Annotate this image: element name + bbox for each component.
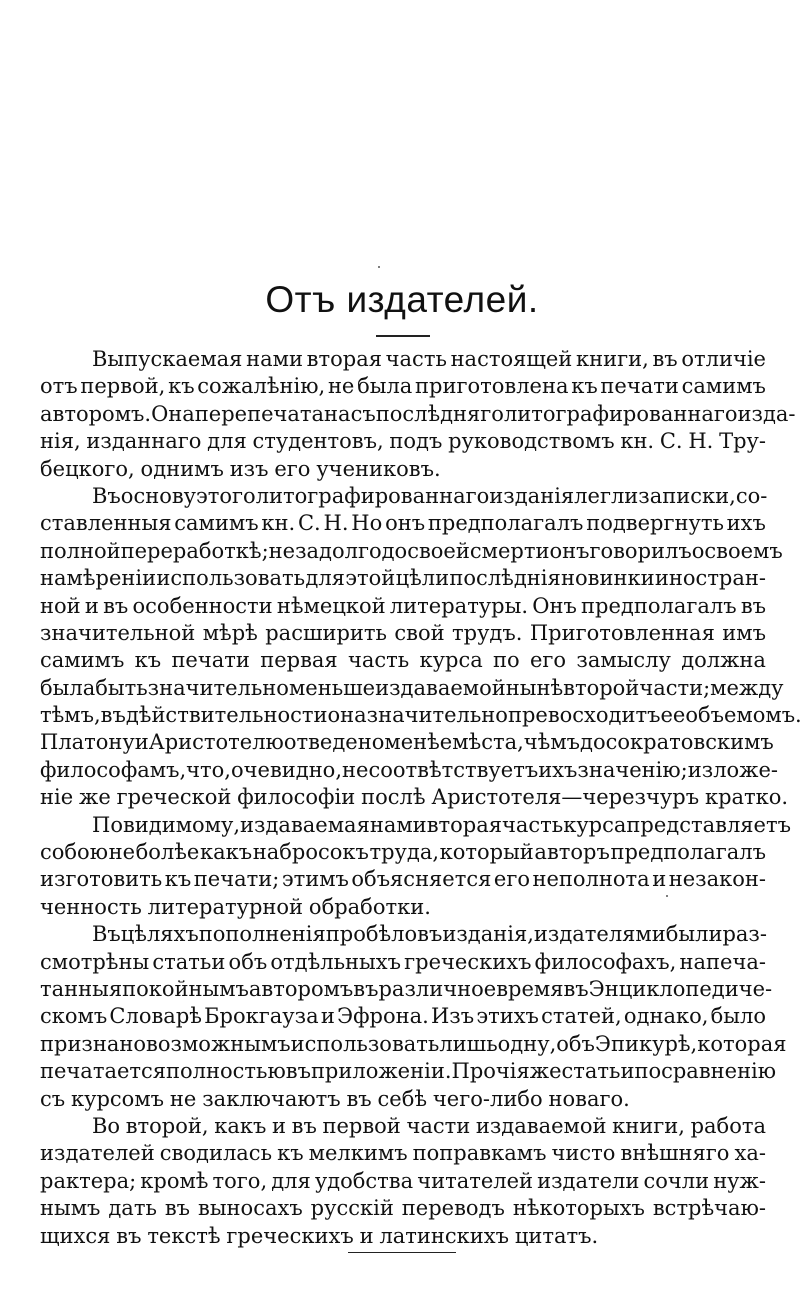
text-line: ченность литературной обработки. <box>40 894 431 919</box>
text-line: печатается полностью въ приложеніи. Прочія же статьи по сравненію <box>40 1059 777 1084</box>
text-line: Во второй, какъ и въ первой части издаваемой книги, работа <box>92 1113 766 1138</box>
paragraph <box>40 1113 766 1250</box>
paragraph <box>40 812 791 922</box>
text-line: авторомъ. Она перепечатана съ послѣдняго литографированнаго изда- <box>40 401 796 426</box>
text-line: полной переработкѣ; незадолго до своей смерти онъ говорилъ о своемъ <box>40 538 783 563</box>
text-line: Платону и Аристотелю отведено менѣе мѣста, чѣмъ досократовскимъ <box>40 730 774 755</box>
body-text <box>40 346 802 1250</box>
text-line: нія, изданнаго для студентовъ, подъ руководствомъ кн. С. Н. Тру- <box>40 429 766 454</box>
text-line: ной и въ особенности нѣмецкой литературы. Онъ предполагалъ въ <box>40 593 766 618</box>
paragraph <box>40 921 787 1113</box>
text-line: смотрѣны статьи объ отдѣльныхъ греческихъ философахъ, напеча- <box>40 949 766 974</box>
text-line: нымъ дать въ выносахъ русскій переводъ нѣкоторыхъ встрѣчаю- <box>40 1196 766 1221</box>
text-line: самимъ къ печати первая часть курса по его замыслу должна <box>40 648 766 673</box>
text-line: философамъ, что, очевидно, не соотвѣтствуетъ ихъ значенію; изложе- <box>40 757 779 782</box>
text-line: Повидимому, издаваемая нами вторая часть курса представляетъ <box>92 812 791 837</box>
text-line: издателей сводилась къ мелкимъ поправкамъ чисто внѣшняго ха- <box>40 1141 766 1166</box>
title-underline-rule <box>376 335 430 337</box>
text-line: ніе же греческой философіи послѣ Аристотеля—черезчуръ кратко. <box>40 785 789 810</box>
text-line: отъ первой, къ сожалѣнію, не была приготовлена къ печати самимъ <box>40 374 766 399</box>
text-line: намѣреніи использовать для этой цѣли послѣднія новинки иностран- <box>40 566 766 591</box>
text-line: ставленныя самимъ кн. С. Н. Но онъ предполагалъ подвергнуть ихъ <box>40 511 766 536</box>
text-line: танныя покойнымъ авторомъ въ различное время въ Энциклопедиче- <box>40 976 773 1001</box>
text-line: тѣмъ, въ дѣйствительности она значительно превосходитъ ее объемомъ. <box>40 703 802 728</box>
print-speck <box>666 895 668 897</box>
text-line: Выпускаемая нами вторая часть настоящей книги, въ отличіе <box>92 347 766 371</box>
text-line: была быть значительно меньше издаваемой нынѣ второй части; между <box>40 675 784 700</box>
text-line: Въ цѣляхъ пополненія пробѣловъ изданія, издателями были раз- <box>92 922 767 947</box>
page-title: Отъ издателей. <box>265 279 539 320</box>
text-line: собою не болѣе какъ набросокъ труда, который авторъ предполагалъ <box>40 840 766 865</box>
text-line: съ курсомъ не заключаютъ въ себѣ чего-либо новаго. <box>40 1086 630 1111</box>
text-line: признано возможнымъ использовать лишь одну, объ Эпикурѣ, которая <box>40 1031 787 1056</box>
text-line: щихся въ текстѣ греческихъ и латинскихъ цитатъ. <box>40 1223 599 1248</box>
text-line: значительной мѣрѣ расширить свой трудъ. Приготовленная имъ <box>40 620 766 645</box>
text-line: Въ основу этого литографированнаго изданія легли записки, со- <box>92 483 768 508</box>
paragraph <box>40 346 796 483</box>
text-line: бецкого, однимъ изъ его учениковъ. <box>40 456 441 481</box>
text-line: изготовить къ печати; этимъ объясняется его неполнота и незакон- <box>40 867 766 892</box>
paragraph <box>40 483 802 812</box>
end-rule <box>348 1252 456 1253</box>
text-line: скомъ Словарѣ Брокгауза и Эфрона. Изъ этихъ статей, однако, было <box>40 1004 766 1029</box>
text-line: рактера; кромѣ того, для удобства читателей издатели сочли нуж- <box>40 1168 766 1193</box>
print-speck <box>378 266 380 268</box>
